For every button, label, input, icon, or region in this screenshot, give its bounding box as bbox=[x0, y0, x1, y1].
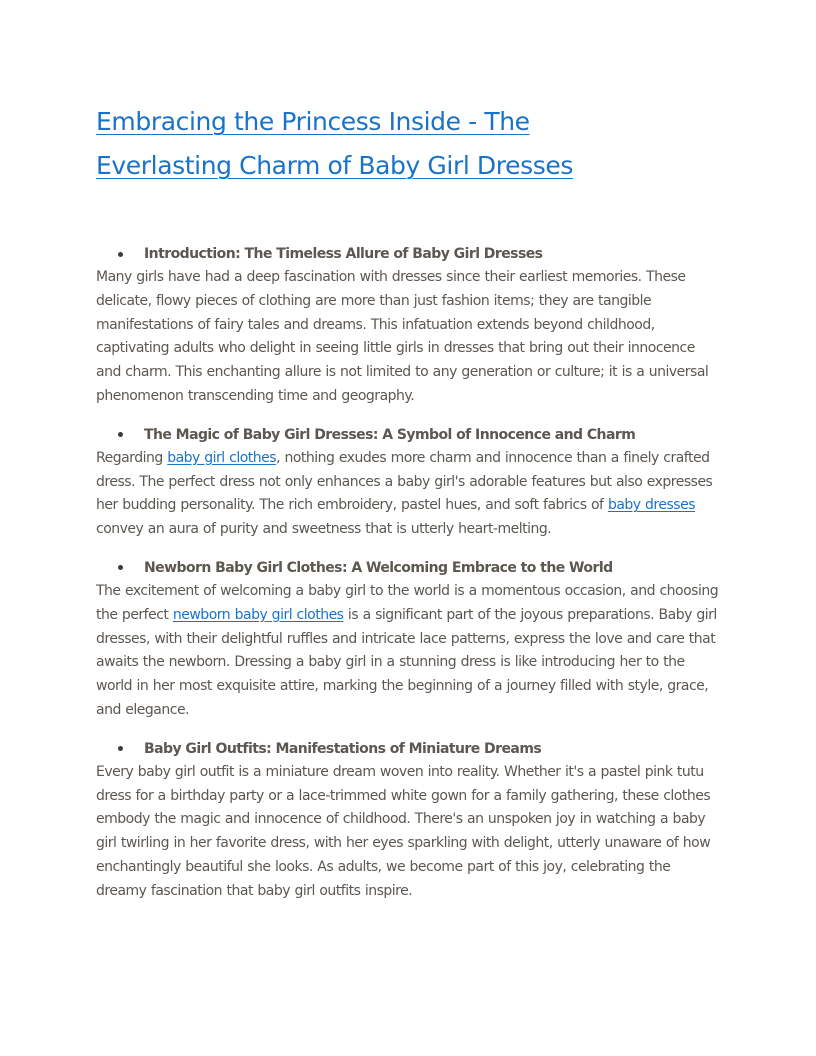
baby-girl-clothes-link[interactable]: baby girl clothes bbox=[167, 449, 277, 466]
section-heading bbox=[118, 423, 724, 447]
bullet-icon bbox=[118, 746, 123, 751]
section-heading bbox=[118, 242, 724, 266]
section-introduction bbox=[96, 242, 724, 409]
paragraph-text: convey an aura of purity and sweetness that is utterly heart-melting. bbox=[96, 521, 552, 538]
section-magic bbox=[96, 423, 724, 542]
title-link[interactable] bbox=[96, 107, 573, 180]
bullet-icon bbox=[118, 565, 123, 570]
paragraph-text: The excitement of welcoming a baby girl to the world is a momentous occasion, and choosing the perfect bbox=[96, 582, 719, 623]
section-paragraph: Many girls have had a deep fascination with dresses since their earliest memories. These delicate, flowy pieces of clothing are more than just fashion items; they are tangible manifestations of fairy tales and dreams. This infatuation extends beyond childhood, captivating adults who delight in seeing little girls in dresses that bring out their innocence and charm. This enchanting allure is not limited to any generation or culture; it is a universal phenomenon transcending time and geography. bbox=[96, 269, 709, 404]
section-paragraph bbox=[96, 580, 724, 723]
bullet-icon bbox=[118, 432, 123, 437]
document-page bbox=[96, 100, 724, 918]
section-newborn bbox=[96, 556, 724, 723]
paragraph-text: Regarding bbox=[96, 449, 168, 466]
section-heading bbox=[118, 556, 724, 580]
section-outfits bbox=[96, 737, 724, 904]
title-line-1: Embracing the Princess Inside - The bbox=[96, 107, 530, 136]
page-title bbox=[96, 100, 724, 188]
newborn-baby-girl-clothes-link[interactable]: newborn baby girl clothes bbox=[172, 606, 344, 623]
section-paragraph: Every baby girl outfit is a miniature dream woven into reality. Whether it's a pastel pink tutu dress for a birthday party or a lace-trimmed white gown for a family gathering, these clothes embody the magic and innocence of childhood. There's an unspoken joy in watching a baby girl twirling in her favorite dress, with her eyes sparkling with delight, utterly unaware of how enchantingly beautiful she looks. As adults, we become part of this joy, celebrating the dreamy fascination that baby girl outfits inspire. bbox=[96, 763, 711, 899]
section-heading-text: Introduction: The Timeless Allure of Baby Girl Dresses bbox=[144, 246, 543, 262]
section-heading bbox=[118, 737, 724, 761]
section-heading-text: Newborn Baby Girl Clothes: A Welcoming Embrace to the World bbox=[144, 559, 613, 576]
paragraph-text: , nothing exudes more charm and innocence than a finely crafted dress. The perfect dress not only enhances a baby girl's adorable features but also expresses her budding personality. The rich embroidery, pastel hues, and soft fabrics of bbox=[96, 449, 713, 514]
paragraph-text: is a significant part of the joyous preparations. Baby girl dresses, with their delightful ruffles and intricate lace patterns, express the love and care that awaits the newborn. Dressing a baby girl in a stunning dress is like introducing her to the world in her most exquisite attire, marking the beginning of a journey filled with style, grace, and elegance. bbox=[96, 606, 717, 718]
section-heading-text: Baby Girl Outfits: Manifestations of Miniature Dreams bbox=[144, 740, 542, 757]
bullet-icon bbox=[118, 252, 123, 257]
section-paragraph bbox=[96, 447, 724, 542]
title-line-2: Everlasting Charm of Baby Girl Dresses bbox=[96, 151, 573, 180]
section-heading-text: The Magic of Baby Girl Dresses: A Symbol of Innocence and Charm bbox=[144, 426, 636, 443]
baby-dresses-link[interactable]: baby dresses bbox=[607, 497, 695, 514]
article-body bbox=[96, 242, 724, 904]
